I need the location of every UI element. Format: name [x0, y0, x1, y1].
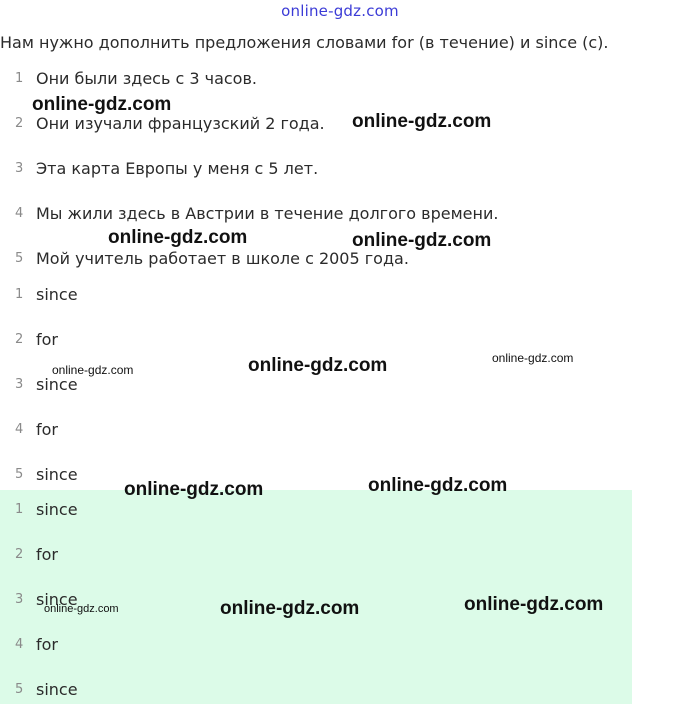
- watermark: online-gdz.com: [220, 598, 360, 619]
- answer-text: for: [36, 635, 58, 654]
- watermark: online-gdz.com: [124, 479, 264, 500]
- watermark: online-gdz.com: [44, 603, 119, 615]
- answer-text: since: [36, 500, 78, 519]
- watermark: online-gdz.com: [368, 475, 508, 496]
- item-number: 2: [15, 332, 24, 347]
- answer-text: since: [36, 680, 78, 699]
- answer-text: since: [36, 590, 78, 609]
- answer-text: for: [36, 545, 58, 564]
- item-number: 5: [15, 251, 24, 266]
- site-logo: online-gdz.com: [281, 2, 399, 20]
- sentence-text: Они изучали французский 2 года.: [36, 114, 325, 133]
- answer-text: for: [36, 330, 58, 349]
- watermark: online-gdz.com: [248, 355, 388, 376]
- answer-text: since: [36, 465, 78, 484]
- watermark: online-gdz.com: [352, 230, 492, 251]
- item-number: 2: [15, 116, 24, 131]
- sentence-text: Мы жили здесь в Австрии в течение долгого времени.: [36, 204, 499, 223]
- task-instruction: Нам нужно дополнить предложения словами for (в течение) и since (с).: [0, 33, 609, 52]
- item-number: 3: [15, 377, 24, 392]
- item-number: 5: [15, 467, 24, 482]
- watermark: online-gdz.com: [32, 94, 172, 115]
- item-number: 5: [15, 682, 24, 697]
- watermark: online-gdz.com: [352, 111, 492, 132]
- answer-text: since: [36, 285, 78, 304]
- sentence-text: Они были здесь с 3 часов.: [36, 69, 257, 88]
- item-number: 4: [15, 422, 24, 437]
- watermark: online-gdz.com: [108, 227, 248, 248]
- item-number: 4: [15, 637, 24, 652]
- item-number: 2: [15, 547, 24, 562]
- watermark: online-gdz.com: [52, 363, 134, 377]
- item-number: 3: [15, 161, 24, 176]
- item-number: 1: [15, 71, 24, 86]
- item-number: 1: [15, 287, 24, 302]
- watermark: online-gdz.com: [492, 351, 574, 365]
- item-number: 3: [15, 592, 24, 607]
- sentence-text: Мой учитель работает в школе с 2005 года.: [36, 249, 409, 268]
- sentence-text: Эта карта Европы у меня с 5 лет.: [36, 159, 319, 178]
- watermark: online-gdz.com: [464, 594, 604, 615]
- item-number: 1: [15, 502, 24, 517]
- answer-text: for: [36, 420, 58, 439]
- answer-text: since: [36, 375, 78, 394]
- item-number: 4: [15, 206, 24, 221]
